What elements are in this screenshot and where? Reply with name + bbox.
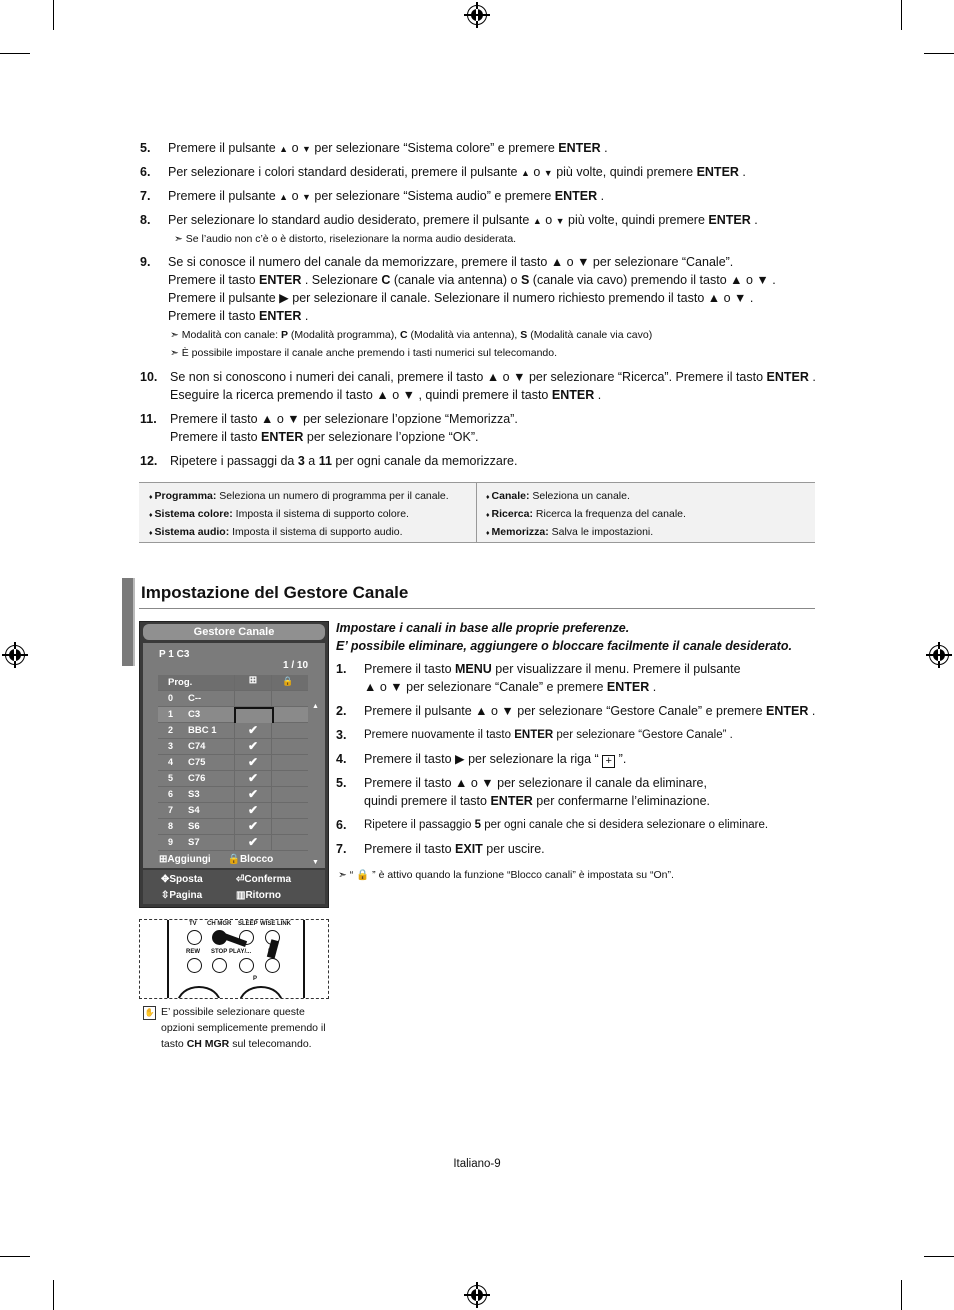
channel-name: S6 xyxy=(188,821,200,832)
play-pause-button[interactable] xyxy=(239,958,254,973)
step-text: Per selezionare lo standard audio desiderato, premere il pulsante ▲ o ▼ più volte, quindi premere ENTER . xyxy=(168,213,758,227)
channel-name: BBC 1 xyxy=(188,725,217,736)
step-9-line-1: Se si conosce il numero del canale da memorizzare, premere il tasto ▲ o ▼ per selezionare “Canale”. xyxy=(168,255,734,269)
step-9-line-4: Premere il tasto ENTER . xyxy=(168,309,309,323)
checkmark-icon[interactable]: ✔ xyxy=(234,835,272,850)
channel-number: 7 xyxy=(168,805,174,815)
osd-channel-row[interactable] xyxy=(158,819,308,835)
crop-mark xyxy=(901,1280,902,1310)
section-title: Impostazione del Gestore Canale xyxy=(141,583,409,602)
lock-icon: 🔒 xyxy=(227,854,240,865)
step-9-line-3: Premere il pulsante ▶ per selezionare il canale. Selezionare il numero richiesto premendo il tasto ▲ o ▼ . xyxy=(168,291,754,305)
registration-mark-icon xyxy=(467,5,487,25)
step-9-line-2: Premere il tasto ENTER . Selezionare C (canale via antenna) o S (canale via cavo) premendo il tasto ▲ o ▼ . xyxy=(168,273,776,287)
osd-channel-row[interactable] xyxy=(158,691,308,707)
scroll-up-icon[interactable]: ▲ xyxy=(312,703,319,710)
step-9-text xyxy=(168,253,776,325)
crop-mark xyxy=(0,53,30,54)
note-arrow-icon: ➣ xyxy=(338,869,347,881)
bullet-icon: ♦ xyxy=(149,512,155,519)
step-number: 7. xyxy=(140,189,151,203)
step-number: 11. xyxy=(140,412,157,426)
volume-rocker[interactable] xyxy=(177,986,221,999)
step-number: 10. xyxy=(140,370,158,384)
add-cell[interactable] xyxy=(234,691,272,706)
add-icon: ⊞ xyxy=(159,854,168,865)
return-icon: ▥ xyxy=(236,890,246,901)
checkmark-icon[interactable]: ✔ xyxy=(234,739,272,754)
nav-confirm: ⏎Conferma xyxy=(236,874,292,885)
osd-channel-row[interactable] xyxy=(158,739,308,755)
step-12-text: Ripetere i passaggi da 3 a 11 per ogni canale da memorizzare. xyxy=(170,454,518,468)
section-marker-bar xyxy=(133,578,135,666)
add-icon: + xyxy=(602,755,615,768)
nav-page: ⇳Pagina xyxy=(161,890,203,901)
channel-number: 6 xyxy=(168,789,174,799)
step-11-text: Premere il tasto ▲ o ▼ per selezionare l’opzione “Memorizza”. Premere il tasto ENTER per selezionare l’opzione “OK”. xyxy=(170,412,518,444)
crop-mark xyxy=(53,1280,54,1310)
channel-name: S7 xyxy=(188,837,200,848)
page-icon: ⇳ xyxy=(161,890,170,901)
info-item: ♦ Sistema colore: Imposta il sistema di supporto colore. xyxy=(149,508,409,520)
step-number: 6. xyxy=(140,165,151,179)
note-text: È possibile impostare il canale anche premendo i tasti numerici sul telecomando. xyxy=(181,347,558,359)
osd-col-prog: Prog. xyxy=(168,677,193,688)
channel-rocker[interactable] xyxy=(239,986,283,999)
channel-number: 3 xyxy=(168,741,174,751)
channel-step-1-text: Premere il tasto MENU per visualizzare il menu. Premere il pulsante ▲ o ▼ per selezionare “Canale” e premere ENTER . xyxy=(364,662,741,694)
note-step-8 xyxy=(174,233,516,245)
lock-icon: 🔒 xyxy=(356,869,370,881)
step-10-text: Se non si conoscono i numeri dei canali, premere il tasto ▲ o ▼ per selezionare “Ricerca”. Premere il tasto ENTER . Eseguire la ricerca premendo il tasto ▲ o ▼ , quindi premere il tasto ENTER . xyxy=(170,370,816,402)
osd-nav-bar xyxy=(143,870,325,904)
remote-caption: E’ possibile selezionare queste opzioni semplicemente premendo il tasto CH MGR sul telecomando. xyxy=(161,1006,326,1050)
nav-return: ▥Ritorno xyxy=(236,890,281,901)
channel-name: C75 xyxy=(188,757,206,768)
channel-number: 4 xyxy=(168,757,174,767)
move-icon: ✥ xyxy=(161,874,170,885)
channel-number: 2 xyxy=(168,725,174,735)
section-marker-bar xyxy=(122,578,133,666)
channel-name: C74 xyxy=(188,741,206,752)
intro-line-1: Impostare i canali in base alle proprie preferenze. xyxy=(336,621,630,635)
info-column-left xyxy=(149,488,449,542)
osd-scrollbar[interactable] xyxy=(312,703,322,869)
info-divider xyxy=(476,483,477,542)
bullet-icon: ♦ xyxy=(486,512,492,519)
stop-button[interactable] xyxy=(212,958,227,973)
channel-name: S4 xyxy=(188,805,200,816)
page-footer: Italiano-9 xyxy=(453,1158,501,1170)
channel-number: 9 xyxy=(168,837,174,847)
note-arrow-icon: ➣ xyxy=(174,233,183,245)
channel-number: 0 xyxy=(168,693,174,703)
osd-channel-row[interactable] xyxy=(158,755,308,771)
step-number: 5. xyxy=(140,141,151,155)
scroll-down-icon[interactable]: ▼ xyxy=(312,859,319,866)
registration-mark-icon xyxy=(467,1285,487,1305)
bullet-icon: ♦ xyxy=(149,494,155,501)
info-item: ♦ Ricerca: Ricerca la frequenza del canale. xyxy=(486,508,686,520)
bullet-icon: ♦ xyxy=(149,530,155,537)
checkmark-icon[interactable]: ✔ xyxy=(234,819,272,834)
section-divider xyxy=(139,608,815,609)
note-arrow-icon: ➣ xyxy=(170,329,179,341)
checkmark-icon[interactable]: ✔ xyxy=(234,723,272,738)
step-text: Premere il pulsante ▲ o ▼ per selezionare “Sistema colore” e premere ENTER . xyxy=(168,141,608,155)
osd-channel-row[interactable] xyxy=(158,723,308,739)
step-text: Per selezionare i colori standard desiderati, premere il pulsante ▲ o ▼ più volte, quindi premere ENTER . xyxy=(168,165,746,179)
crop-mark xyxy=(901,0,902,30)
note-arrow-icon: ➣ xyxy=(170,347,179,359)
tv-button[interactable] xyxy=(187,930,202,945)
info-item: ♦ Canale: Seleziona un canale. xyxy=(486,490,630,502)
step-number: 12. xyxy=(140,454,158,468)
step-number: 8. xyxy=(140,213,151,227)
fast-forward-button[interactable] xyxy=(265,958,280,973)
registration-mark-icon xyxy=(929,645,949,665)
note-step-9a: ➣ Modalità con canale: P (Modalità programma), C (Modalità via antenna), S (Modalità canale via cavo) xyxy=(170,329,653,341)
rewind-button[interactable] xyxy=(187,958,202,973)
remote-control: TV CH MGR SLEEP WISE LINK REW STOP PLAY/... P xyxy=(167,919,305,999)
nav-move: ✥Sposta xyxy=(161,874,203,885)
osd-channel-row[interactable] xyxy=(158,771,308,787)
crop-mark xyxy=(924,53,954,54)
channel-number: 5 xyxy=(168,773,174,783)
crop-mark xyxy=(0,1256,30,1257)
step-number: 9. xyxy=(140,255,151,269)
crop-mark xyxy=(53,0,54,30)
note-text: Se l’audio non c’è o è distorto, riselezionare la norma audio desiderata. xyxy=(185,233,517,245)
channel-name: C3 xyxy=(188,709,201,720)
checkmark-icon[interactable]: ✔ xyxy=(234,771,272,786)
add-column-icon: ⊞ xyxy=(234,675,272,690)
checkmark-icon[interactable]: ✔ xyxy=(234,755,272,770)
osd-channel-row[interactable] xyxy=(158,803,308,819)
info-box xyxy=(139,482,815,543)
osd-channel-row[interactable] xyxy=(158,835,308,851)
step-text: Premere il pulsante ▲ o ▼ per selezionare “Sistema audio” e premere ENTER . xyxy=(168,189,605,203)
info-column-right xyxy=(486,488,686,542)
info-item: ♦ Sistema audio: Imposta il sistema di supporto audio. xyxy=(149,526,403,538)
section-intro xyxy=(336,619,792,655)
channel-name: C76 xyxy=(188,773,206,784)
osd-channel-manager xyxy=(139,621,329,908)
channel-name: S3 xyxy=(188,789,200,800)
osd-legend: ⊞Aggiungi 🔒Blocco xyxy=(159,854,274,865)
channel-name: C-- xyxy=(188,693,202,704)
osd-channel-row[interactable] xyxy=(158,787,308,803)
lock-column-icon: 🔒 xyxy=(282,676,294,686)
channel-number: 8 xyxy=(168,821,174,831)
checkmark-icon[interactable]: ✔ xyxy=(234,803,272,818)
info-item: ♦ Memorizza: Salva le impostazioni. xyxy=(486,526,654,538)
bullet-icon: ♦ xyxy=(486,530,492,537)
bullet-icon: ♦ xyxy=(486,494,492,501)
note-lock: ➣ “ 🔒 ” è attivo quando la funzione “Blocco canali” è impostata su “On”. xyxy=(338,869,674,881)
checkmark-icon[interactable]: ✔ xyxy=(234,787,272,802)
osd-header xyxy=(143,624,325,640)
crop-mark xyxy=(924,1256,954,1257)
osd-title: Gestore Canale xyxy=(193,626,275,638)
osd-table-header xyxy=(158,675,308,691)
remote-illustration xyxy=(139,919,329,999)
osd-panel xyxy=(143,643,325,868)
enter-icon: ⏎ xyxy=(236,874,245,885)
registration-mark-icon xyxy=(5,645,25,665)
osd-current-channel: P 1 C3 xyxy=(159,649,190,660)
intro-line-2: E’ possibile eliminare, aggiungere o bloccare facilmente il canale desiderato. xyxy=(336,639,792,653)
osd-page-indicator: 1 / 10 xyxy=(283,660,309,671)
info-item: ♦ Programma: Seleziona un numero di programma per il canale. xyxy=(149,490,449,502)
osd-channel-row[interactable] xyxy=(158,707,308,723)
note-step-9b xyxy=(170,347,557,359)
channel-number: 1 xyxy=(168,709,174,719)
hand-icon: ✋ xyxy=(143,1006,156,1020)
